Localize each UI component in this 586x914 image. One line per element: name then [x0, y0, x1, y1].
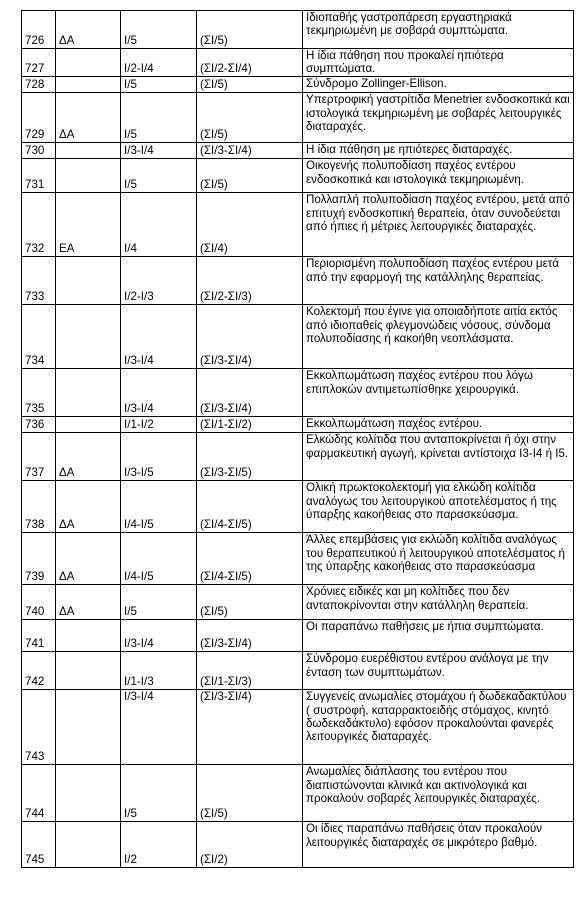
category-code-cell [56, 652, 121, 690]
row-number-cell: 744 [22, 765, 56, 822]
rating-reference-cell: (ΣΙ/3-ΣΙ/4) [197, 143, 303, 159]
table-row [22, 11, 574, 49]
description-cell: Σύνδρομο ευερέθιστου εντέρου ανάλογα με την ένταση των συμπτωμάτων. [303, 652, 574, 690]
description-cell: Οι ίδιες παραπάνω παθήσεις όταν προκαλούν λειτουργικές διαταραχές σε μικρότερο βαθμό. [303, 822, 574, 868]
row-number-cell: 736 [22, 417, 56, 433]
table-row [22, 77, 574, 93]
table-row [22, 417, 574, 433]
rating-reference-cell: (ΣΙ/1-ΣΙ/3) [197, 652, 303, 690]
rating-cell: Ι/2 [121, 822, 197, 868]
table-row [22, 585, 574, 620]
table-body [22, 11, 574, 868]
row-number-cell: 732 [22, 193, 56, 257]
category-code-cell: ΔΑ [56, 481, 121, 533]
table-row [22, 533, 574, 585]
row-number-cell: 739 [22, 533, 56, 585]
rating-reference-cell: (ΣΙ/4-ΣΙ/5) [197, 481, 303, 533]
rating-reference-cell: (ΣΙ/1-ΣΙ/2) [197, 417, 303, 433]
table-row [22, 433, 574, 481]
description-cell: Χρόνιες ειδικές και μη κολίτιδες που δεν ανταποκρίνονται στην κατάλληλη θεραπεία. [303, 585, 574, 620]
rating-reference-cell: (ΣΙ/4-ΣΙ/5) [197, 533, 303, 585]
row-number-cell: 727 [22, 49, 56, 77]
row-number-cell: 738 [22, 481, 56, 533]
rating-cell: Ι/5 [121, 585, 197, 620]
rating-reference-cell: (ΣΙ/3-ΣΙ/5) [197, 433, 303, 481]
description-cell: Πολλαπλή πολυποδίαση παχέος εντέρου, μετά από επιτυχή ενδοσκοπική θεραπεία, όταν συνοδεύεται από ήπιες ή μέτριες λειτουργικές διαταραχές. [303, 193, 574, 257]
rating-cell: Ι/5 [121, 159, 197, 193]
category-code-cell [56, 369, 121, 417]
rating-cell: Ι/4-Ι/5 [121, 533, 197, 585]
rating-cell: Ι/5 [121, 93, 197, 143]
description-cell: Άλλες επεμβάσεις για εκλώδη κολίτιδα αναλόγως του θεραπευτικού ή λειτουργικού αποτελέσματος ή της ύπαρξης κακοήθειας στο παρασκεύασμα [303, 533, 574, 585]
description-cell: Ανωμαλίες διάπλασης του εντέρου που διαπιστώνονται κλινικά και ακτινολογικά και προκαλούν σοβαρές λειτουργικές διαταραχές. [303, 765, 574, 822]
table-row [22, 481, 574, 533]
table-row [22, 369, 574, 417]
category-code-cell [56, 620, 121, 652]
description-cell: Η ίδια πάθηση με ηπιότερες διαταραχές. [303, 143, 574, 159]
table-row [22, 143, 574, 159]
rating-reference-cell: (ΣΙ/5) [197, 159, 303, 193]
description-cell: Υπερτροφική γαστρίτιδα Menetrier ενδοσκοπικά και ιστολογικά τεκμηριωμένη με σοβαρές λειτουργικές διαταραχές. [303, 93, 574, 143]
rating-cell: Ι/2-Ι/4 [121, 49, 197, 77]
rating-cell: Ι/3-Ι/4 [121, 620, 197, 652]
row-number-cell: 743 [22, 690, 56, 765]
description-cell: Περιορισμένη πολυποδίαση παχέος εντέρου μετά από την εφαρμογή της κατάλληλης θεραπείας. [303, 257, 574, 305]
category-code-cell: ΕΑ [56, 193, 121, 257]
table-row [22, 620, 574, 652]
row-number-cell: 730 [22, 143, 56, 159]
table-row [22, 822, 574, 868]
row-number-cell: 740 [22, 585, 56, 620]
row-number-cell: 745 [22, 822, 56, 868]
rating-reference-cell: (ΣΙ/5) [197, 93, 303, 143]
rating-cell: Ι/4-Ι/5 [121, 481, 197, 533]
category-code-cell: ΔΑ [56, 11, 121, 49]
rating-reference-cell: (ΣΙ/5) [197, 77, 303, 93]
row-number-cell: 741 [22, 620, 56, 652]
table-row [22, 765, 574, 822]
category-code-cell [56, 77, 121, 93]
description-cell: Συγγενείς ανωμαλίες στομάχου ή δωδεκαδακτύλου ( συστροφή, καταρρακτοειδής στόμαχος, κινητό δωδεκαδάκτυλο) εφόσον προκαλούνται φανερές λειτουργικές διαταραχές. [303, 690, 574, 765]
category-code-cell: ΔΑ [56, 93, 121, 143]
category-code-cell: ΔΑ [56, 585, 121, 620]
table-row [22, 690, 574, 765]
rating-cell: Ι/2-Ι/3 [121, 257, 197, 305]
rating-cell: Ι/3-Ι/4 [121, 369, 197, 417]
rating-cell: Ι/5 [121, 11, 197, 49]
rating-reference-cell: (ΣΙ/4) [197, 193, 303, 257]
category-code-cell [56, 257, 121, 305]
rating-cell: Ι/1-Ι/3 [121, 652, 197, 690]
category-code-cell [56, 417, 121, 433]
category-code-cell [56, 690, 121, 765]
rating-reference-cell: (ΣΙ/3-ΣΙ/4) [197, 690, 303, 765]
rating-reference-cell: (ΣΙ/3-ΣΙ/4) [197, 369, 303, 417]
description-cell: Οικογενής πολυποδίαση παχέος εντέρου ενδοσκοπικά και ιστολογικά τεκμηριωμένη. [303, 159, 574, 193]
table-row [22, 159, 574, 193]
rating-cell: Ι/1-Ι/2 [121, 417, 197, 433]
category-code-cell [56, 765, 121, 822]
row-number-cell: 742 [22, 652, 56, 690]
description-cell: Ολική πρωκτοκολεκτομή για ελκώδη κολίτιδα αναλόγως του λειτουργικού αποτελέσματος ή της ύπαρξης κακοήθειας στο παρασκεύασμα. [303, 481, 574, 533]
rating-cell: Ι/3-Ι/5 [121, 433, 197, 481]
description-cell: Κολεκτομή που έγινε για οποιαδήποτε αιτία εκτός από ιδιοπαθείς φλεγμονώδεις νόσους, σύνδομα πολυποδίασης ή κακοήθη νεοπλάσματα. [303, 305, 574, 369]
rating-reference-cell: (ΣΙ/2-ΣΙ/3) [197, 257, 303, 305]
row-number-cell: 728 [22, 77, 56, 93]
rating-cell: Ι/3-Ι/4 [121, 305, 197, 369]
table-row [22, 305, 574, 369]
rating-reference-cell: (ΣΙ/5) [197, 765, 303, 822]
rating-reference-cell: (ΣΙ/5) [197, 585, 303, 620]
table-row [22, 49, 574, 77]
category-code-cell [56, 143, 121, 159]
row-number-cell: 734 [22, 305, 56, 369]
rating-cell: Ι/4 [121, 193, 197, 257]
description-cell: Ιδιοπαθής γαστροπάρεση εργαστηριακά τεκμηριωμένη με σοβαρά συμπτώματα. [303, 11, 574, 49]
description-cell: Οι παραπάνω παθήσεις με ήπια συμπτώματα. [303, 620, 574, 652]
category-code-cell [56, 49, 121, 77]
row-number-cell: 737 [22, 433, 56, 481]
rating-cell: Ι/3-Ι/4 [121, 690, 197, 765]
rating-cell: Ι/3-Ι/4 [121, 143, 197, 159]
table-row [22, 193, 574, 257]
description-cell: Εκκολπωμάτωση παχέος εντέρου. [303, 417, 574, 433]
rating-reference-cell: (ΣΙ/2-ΣΙ/4) [197, 49, 303, 77]
category-code-cell: ΔΑ [56, 433, 121, 481]
table-row [22, 652, 574, 690]
category-code-cell [56, 159, 121, 193]
description-cell: Η ίδια πάθηση που προκαλεί ηπιότερα συμπτώματα. [303, 49, 574, 77]
row-number-cell: 726 [22, 11, 56, 49]
table-row [22, 93, 574, 143]
table-row [22, 257, 574, 305]
category-code-cell [56, 305, 121, 369]
category-code-cell: ΔΑ [56, 533, 121, 585]
category-code-cell [56, 822, 121, 868]
rating-cell: Ι/5 [121, 77, 197, 93]
rating-reference-cell: (ΣΙ/3-ΣΙ/4) [197, 620, 303, 652]
disability-rating-table [21, 10, 574, 868]
description-cell: Εκκολπωμάτωση παχέος εντέρου που λόγω επιπλοκών αντιμετωπίσθηκε χειρουργικά. [303, 369, 574, 417]
rating-reference-cell: (ΣΙ/3-ΣΙ/4) [197, 305, 303, 369]
description-cell: Ελκώδης κολίτιδα που ανταποκρίνεται ή όχι στην φαρμακευτική αγωγή, κρίνεται αντίστοιχα Ι3-Ι4 ή Ι5. [303, 433, 574, 481]
rating-reference-cell: (ΣΙ/5) [197, 11, 303, 49]
description-cell: Σύνδρομο Zollinger-Ellison. [303, 77, 574, 93]
row-number-cell: 735 [22, 369, 56, 417]
row-number-cell: 733 [22, 257, 56, 305]
row-number-cell: 731 [22, 159, 56, 193]
rating-reference-cell: (ΣΙ/2) [197, 822, 303, 868]
row-number-cell: 729 [22, 93, 56, 143]
rating-cell: Ι/5 [121, 765, 197, 822]
